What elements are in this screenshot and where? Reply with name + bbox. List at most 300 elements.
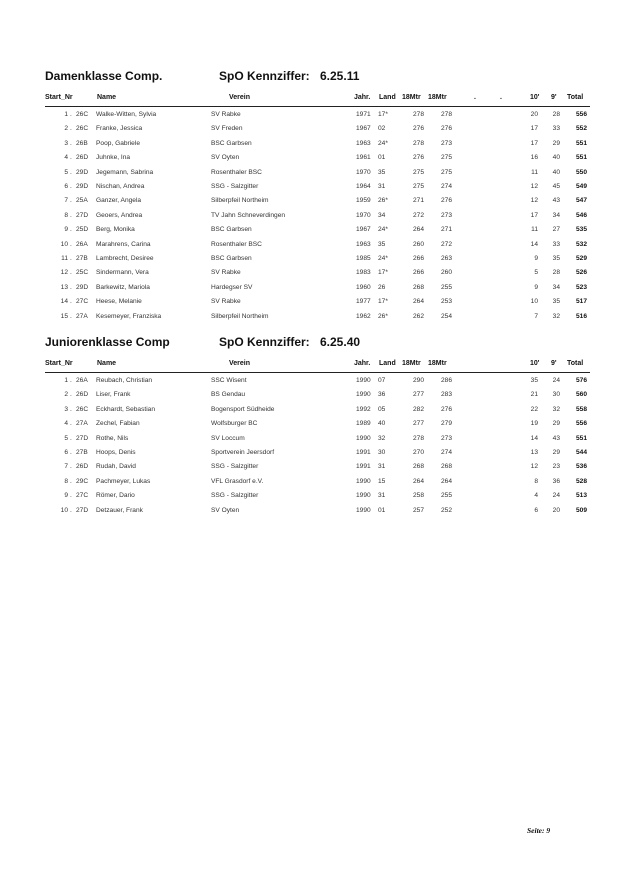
- row-rank-dot: .: [70, 226, 72, 234]
- row-start-nr: 26A: [76, 240, 88, 248]
- row-rank-dot: .: [70, 377, 72, 384]
- row-rank: 11: [61, 255, 68, 262]
- col-total: Total: [567, 360, 584, 367]
- row-rank-dot: .: [70, 492, 72, 500]
- row-rank-dot: .: [70, 420, 72, 428]
- row-total: 560: [575, 391, 587, 399]
- table-row: [0, 138, 620, 152]
- row-start-nr: 26C: [76, 405, 89, 413]
- row-club: Wolfsburger BC: [211, 420, 258, 428]
- row-land: 31: [378, 183, 386, 190]
- row-score-18m-2: 271: [440, 226, 452, 234]
- row-rank-dot: .: [70, 463, 72, 471]
- row-count-10: 35: [530, 377, 538, 384]
- row-score-18m-2: 268: [440, 463, 452, 471]
- row-rank-dot: .: [70, 477, 72, 485]
- row-rank-dot: .: [70, 405, 72, 413]
- row-start-nr: 27D: [76, 434, 89, 442]
- row-score-18m-1: 266: [412, 255, 424, 262]
- row-year: 1990: [356, 377, 371, 384]
- row-score-18m-1: 262: [412, 312, 424, 320]
- row-count-9: 27: [552, 226, 560, 234]
- row-score-18m-2: 263: [440, 255, 452, 262]
- row-club: Hardegser SV: [211, 283, 253, 291]
- table-row: [0, 167, 620, 181]
- row-total: 550: [575, 168, 587, 176]
- row-name: Eckhardt, Sebastian: [96, 405, 156, 413]
- row-rank: 2: [64, 125, 68, 133]
- table-row: [0, 224, 620, 238]
- col-land: Land: [379, 360, 396, 367]
- row-land: 24*: [378, 255, 388, 262]
- row-name: Zechel, Fabian: [96, 420, 140, 428]
- row-count-10: 8: [534, 477, 538, 485]
- row-land: 26: [378, 283, 386, 291]
- row-start-nr: 26D: [76, 463, 89, 471]
- row-score-18m-2: 253: [440, 298, 452, 306]
- row-rank: 7: [64, 463, 68, 471]
- row-count-9: 32: [552, 405, 560, 413]
- row-start-nr: 26B: [76, 139, 88, 147]
- row-count-9: 36: [552, 477, 560, 485]
- col-start-nr: Start_Nr: [45, 360, 73, 367]
- row-count-9: 43: [552, 434, 560, 442]
- row-rank-dot: .: [70, 211, 72, 219]
- row-count-9: 34: [552, 211, 560, 219]
- row-land: 01: [378, 506, 386, 514]
- row-name: Nischan, Andrea: [96, 183, 145, 190]
- table-row: [0, 210, 620, 224]
- col-10: 10': [530, 94, 540, 101]
- row-rank: 10: [60, 506, 68, 514]
- row-score-18m-1: 282: [412, 405, 424, 413]
- row-total: 551: [575, 154, 587, 162]
- table-row: [0, 490, 620, 504]
- row-start-nr: 25C: [76, 269, 89, 277]
- row-count-9: 20: [552, 506, 560, 514]
- row-score-18m-2: 274: [440, 183, 452, 190]
- row-rank-dot: .: [70, 449, 72, 456]
- row-count-10: 12: [530, 197, 538, 205]
- row-year: 1990: [356, 492, 371, 500]
- row-total: 576: [575, 377, 587, 384]
- row-score-18m-1: 264: [412, 226, 424, 234]
- row-start-nr: 29D: [76, 183, 89, 190]
- row-count-10: 19: [530, 420, 538, 428]
- row-count-9: 23: [552, 463, 560, 471]
- row-start-nr: 27C: [76, 298, 89, 306]
- row-year: 1963: [356, 139, 371, 147]
- row-club: Rosenthaler BSC: [211, 168, 262, 176]
- row-rank-dot: .: [70, 312, 72, 320]
- row-name: Liser, Frank: [96, 391, 131, 399]
- col-verein: Verein: [229, 360, 251, 367]
- row-year: 1964: [356, 183, 371, 190]
- row-land: 35: [378, 240, 386, 248]
- row-count-10: 17: [530, 211, 538, 219]
- row-total: 546: [575, 211, 587, 219]
- row-score-18m-1: 270: [412, 449, 424, 456]
- row-rank: 1: [64, 377, 68, 384]
- row-rank: 14: [60, 298, 68, 306]
- row-year: 1967: [356, 125, 371, 133]
- row-land: 30: [378, 449, 386, 456]
- row-name: Rothe, Nils: [96, 434, 129, 442]
- row-score-18m-1: 258: [412, 492, 424, 500]
- row-score-18m-1: 260: [412, 240, 424, 248]
- row-rank-dot: .: [70, 183, 72, 190]
- row-score-18m-1: 268: [412, 283, 424, 291]
- row-rank: 8: [64, 477, 68, 485]
- row-rank: 5: [64, 168, 68, 176]
- row-rank-dot: .: [70, 283, 72, 291]
- row-club: BSC Garbsen: [211, 139, 252, 147]
- row-name: Pachmeyer, Lukas: [96, 477, 151, 485]
- row-count-10: 16: [530, 154, 538, 162]
- row-name: Juhnke, Ina: [96, 154, 131, 162]
- row-rank: 3: [64, 139, 68, 147]
- row-count-9: 40: [552, 168, 560, 176]
- table-row: [0, 433, 620, 447]
- row-club: SV Oyten: [211, 154, 240, 162]
- row-score-18m-1: 272: [412, 211, 424, 219]
- row-club: Sportverein Jeersdorf: [211, 449, 275, 456]
- row-rank-dot: .: [70, 269, 72, 277]
- row-score-18m-2: 254: [440, 312, 452, 320]
- row-count-9: 34: [552, 283, 560, 291]
- section-header: [45, 69, 605, 87]
- row-start-nr: 27D: [76, 506, 89, 514]
- row-count-10: 17: [530, 139, 538, 147]
- row-score-18m-1: 266: [412, 269, 424, 277]
- row-count-10: 7: [534, 312, 538, 320]
- row-name: Reubach, Christian: [96, 377, 153, 384]
- row-score-18m-1: 275: [412, 183, 424, 190]
- row-land: 26*: [378, 312, 388, 320]
- row-land: 01: [378, 154, 386, 162]
- row-year: 1970: [356, 211, 371, 219]
- row-name: Kesemeyer, Franziska: [96, 312, 162, 320]
- row-count-10: 14: [530, 434, 538, 442]
- row-rank: 13: [60, 283, 68, 291]
- col-jahr: Jahr.: [354, 94, 371, 101]
- col-name: Name: [97, 360, 117, 367]
- row-score-18m-1: 278: [412, 111, 424, 118]
- row-club: TV Jahn Schneverdingen: [211, 211, 286, 219]
- row-score-18m-2: 276: [440, 197, 452, 205]
- row-count-10: 20: [530, 111, 538, 118]
- row-count-9: 28: [552, 269, 560, 277]
- col-name: Name: [97, 94, 117, 101]
- row-start-nr: 29C: [76, 477, 89, 485]
- col-total: Total: [567, 94, 584, 101]
- row-land: 32: [378, 434, 386, 442]
- row-score-18m-2: 273: [440, 211, 452, 219]
- table-row: [0, 375, 620, 389]
- row-name: Detzauer, Frank: [96, 506, 143, 514]
- row-rank-dot: .: [70, 168, 72, 176]
- row-rank: 2: [64, 391, 68, 399]
- table-row: [0, 418, 620, 432]
- row-name: Marahrens, Carina: [96, 240, 151, 248]
- row-land: 05: [378, 405, 386, 413]
- row-score-18m-2: 276: [440, 125, 452, 133]
- row-count-9: 24: [552, 377, 560, 384]
- row-count-9: 28: [552, 111, 560, 118]
- row-score-18m-2: 260: [440, 269, 452, 277]
- row-start-nr: 27B: [76, 449, 88, 456]
- row-club: SV Freden: [211, 125, 243, 133]
- row-land: 15: [378, 477, 386, 485]
- row-count-9: 32: [552, 312, 560, 320]
- row-total: 549: [575, 183, 587, 190]
- row-land: 17*: [378, 298, 388, 306]
- col-start-nr: Start_Nr: [45, 94, 73, 101]
- row-name: Rudah, David: [96, 463, 136, 471]
- row-count-9: 29: [552, 449, 560, 456]
- row-start-nr: 26C: [76, 111, 89, 118]
- table-row: [0, 195, 620, 209]
- row-score-18m-1: 290: [412, 377, 424, 384]
- row-count-9: 43: [552, 197, 560, 205]
- col-dot-2: .: [500, 94, 502, 101]
- header-divider: [45, 106, 590, 107]
- row-start-nr: 27A: [76, 420, 88, 428]
- row-name: Ganzer, Angela: [96, 197, 142, 205]
- row-year: 1961: [356, 154, 371, 162]
- row-count-10: 9: [534, 255, 538, 262]
- table-row: [0, 296, 620, 310]
- row-total: 536: [575, 463, 587, 471]
- table-row: [0, 447, 620, 461]
- row-club: SSG - Salzgitter: [211, 183, 259, 190]
- row-total: 556: [575, 420, 587, 428]
- table-row: [0, 181, 620, 195]
- row-total: 552: [575, 125, 587, 133]
- row-total: 523: [575, 283, 587, 291]
- row-land: 24*: [378, 139, 388, 147]
- row-year: 1985: [356, 255, 371, 262]
- row-count-10: 5: [534, 269, 538, 277]
- row-rank: 1: [64, 111, 68, 118]
- row-total: 516: [575, 312, 587, 320]
- row-score-18m-1: 277: [412, 391, 424, 399]
- row-start-nr: 26D: [76, 154, 89, 162]
- row-count-10: 10: [530, 298, 538, 306]
- col-18mtr-2: 18Mtr: [428, 360, 447, 367]
- row-land: 34: [378, 211, 386, 219]
- row-rank-dot: .: [70, 240, 72, 248]
- col-10: 10': [530, 360, 540, 367]
- table-row: [0, 476, 620, 490]
- row-year: 1960: [356, 283, 371, 291]
- row-land: 31: [378, 463, 386, 471]
- table-row: [0, 267, 620, 281]
- row-score-18m-1: 271: [412, 197, 424, 205]
- row-rank: 5: [64, 434, 68, 442]
- row-total: 517: [575, 298, 587, 306]
- row-club: SV Oyten: [211, 506, 240, 514]
- row-name: Sindermann, Vera: [96, 269, 149, 277]
- row-count-10: 6: [534, 506, 538, 514]
- row-name: Barkewitz, Mariola: [96, 283, 150, 291]
- row-score-18m-2: 275: [440, 154, 452, 162]
- row-rank: 9: [64, 226, 68, 234]
- table-row: [0, 461, 620, 475]
- row-score-18m-1: 257: [412, 506, 424, 514]
- row-rank-dot: .: [70, 434, 72, 442]
- sport-code-label: SpO Kennziffer:: [219, 69, 310, 83]
- row-count-9: 29: [552, 139, 560, 147]
- row-club: Silberpfeil Northeim: [211, 197, 269, 205]
- row-rank-dot: .: [70, 125, 72, 133]
- row-count-10: 13: [530, 449, 538, 456]
- row-start-nr: 27C: [76, 492, 89, 500]
- row-rank: 7: [64, 197, 68, 205]
- row-club: SV Rabke: [211, 298, 241, 306]
- row-score-18m-2: 273: [440, 139, 452, 147]
- section-title: Juniorenklasse Comp: [45, 335, 170, 349]
- row-year: 1977: [356, 298, 371, 306]
- row-rank-dot: .: [70, 154, 72, 162]
- row-count-9: 24: [552, 492, 560, 500]
- row-year: 1990: [356, 506, 371, 514]
- row-land: 24*: [378, 226, 388, 234]
- row-score-18m-2: 276: [440, 405, 452, 413]
- table-row: [0, 253, 620, 267]
- row-club: SSC Wisent: [211, 377, 247, 384]
- col-verein: Verein: [229, 94, 251, 101]
- row-count-9: 33: [552, 240, 560, 248]
- row-count-9: 40: [552, 154, 560, 162]
- row-count-9: 35: [552, 255, 560, 262]
- row-count-9: 30: [552, 391, 560, 399]
- table-row: [0, 505, 620, 519]
- row-start-nr: 29D: [76, 283, 89, 291]
- row-rank: 3: [64, 405, 68, 413]
- row-count-10: 21: [530, 391, 538, 399]
- row-count-9: 35: [552, 298, 560, 306]
- row-rank-dot: .: [70, 111, 72, 118]
- row-rank-dot: .: [70, 139, 72, 147]
- row-count-9: 45: [552, 183, 560, 190]
- col-18mtr-1: 18Mtr: [402, 94, 421, 101]
- row-club: SSG - Salzgitter: [211, 492, 259, 500]
- row-land: 17*: [378, 111, 388, 118]
- row-rank: 4: [64, 154, 68, 162]
- table-row: [0, 389, 620, 403]
- row-score-18m-2: 264: [440, 477, 452, 485]
- row-score-18m-1: 277: [412, 420, 424, 428]
- row-count-10: 11: [531, 226, 538, 234]
- row-total: 526: [575, 269, 587, 277]
- row-rank: 6: [64, 449, 68, 456]
- row-year: 1990: [356, 434, 371, 442]
- row-score-18m-1: 275: [412, 168, 424, 176]
- row-score-18m-2: 273: [440, 434, 452, 442]
- row-total: 556: [575, 111, 587, 118]
- row-total: 528: [575, 477, 587, 485]
- col-jahr: Jahr.: [354, 360, 371, 367]
- sport-code: 6.25.11: [320, 69, 360, 83]
- row-name: Römer, Dario: [96, 492, 135, 500]
- col-9: 9': [551, 94, 557, 101]
- row-score-18m-2: 275: [440, 168, 452, 176]
- row-club: VFL Grasdorf e.V.: [211, 477, 264, 485]
- column-header-row: [0, 360, 620, 372]
- row-score-18m-2: 274: [440, 449, 452, 456]
- row-start-nr: 29D: [76, 168, 89, 176]
- row-score-18m-2: 252: [440, 506, 452, 514]
- row-start-nr: 27B: [76, 255, 88, 262]
- row-score-18m-2: 272: [440, 240, 452, 248]
- row-count-10: 9: [534, 283, 538, 291]
- row-count-10: 17: [530, 125, 538, 133]
- row-count-10: 4: [534, 492, 538, 500]
- row-total: 529: [575, 255, 587, 262]
- row-year: 1983: [356, 269, 371, 277]
- row-count-10: 12: [530, 183, 538, 190]
- row-rank: 6: [64, 183, 68, 190]
- header-divider: [45, 372, 590, 373]
- row-year: 1992: [356, 405, 371, 413]
- row-score-18m-2: 255: [440, 492, 452, 500]
- row-club: BSC Garbsen: [211, 255, 252, 262]
- col-9: 9': [551, 360, 557, 367]
- sport-code-label: SpO Kennziffer:: [219, 335, 310, 349]
- row-start-nr: 26A: [76, 377, 88, 384]
- row-year: 1990: [356, 477, 371, 485]
- row-club: Silberpfeil Northeim: [211, 312, 269, 320]
- row-score-18m-1: 278: [412, 139, 424, 147]
- row-club: BS Gendau: [211, 391, 246, 399]
- row-total: 535: [575, 226, 587, 234]
- sport-code: 6.25.40: [320, 335, 361, 349]
- row-club: SSG - Salzgitter: [211, 463, 259, 471]
- row-rank: 15: [60, 312, 68, 320]
- row-count-10: 11: [531, 168, 538, 176]
- col-18mtr-2: 18Mtr: [428, 94, 447, 101]
- row-land: 26*: [378, 197, 388, 205]
- row-land: 40: [378, 420, 386, 428]
- row-total: 513: [575, 492, 587, 500]
- row-name: Berg, Monika: [96, 226, 135, 234]
- row-name: Heese, Melanie: [96, 298, 142, 306]
- row-name: Geoers, Andrea: [96, 211, 143, 219]
- row-total: 551: [575, 434, 587, 442]
- table-row: [0, 123, 620, 137]
- row-rank-dot: .: [70, 391, 72, 399]
- row-score-18m-1: 276: [412, 125, 424, 133]
- row-name: Walke-Witten, Sylvia: [96, 111, 157, 118]
- row-count-10: 12: [530, 463, 538, 471]
- table-row: [0, 109, 620, 123]
- column-header-row: [0, 94, 620, 106]
- row-club: SV Loccum: [211, 434, 245, 442]
- row-total: 544: [575, 449, 587, 456]
- row-rank: 12: [60, 269, 68, 277]
- table-row: [0, 152, 620, 166]
- row-land: 17*: [378, 269, 388, 277]
- row-total: 558: [575, 405, 587, 413]
- row-score-18m-2: 286: [440, 377, 452, 384]
- row-name: Jegemann, Sabrina: [96, 168, 154, 176]
- row-count-10: 14: [530, 240, 538, 248]
- row-score-18m-1: 264: [412, 477, 424, 485]
- row-rank: 8: [64, 211, 68, 219]
- row-score-18m-2: 278: [440, 111, 452, 118]
- row-year: 1959: [356, 197, 371, 205]
